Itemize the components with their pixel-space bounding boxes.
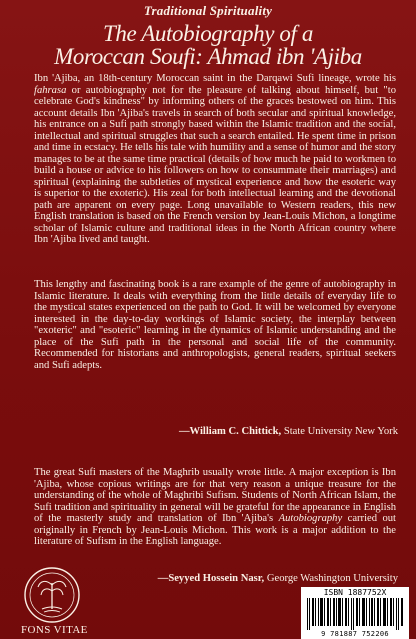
endorser-name: —William C. Chittick, bbox=[178, 426, 282, 437]
endorsement-nasr bbox=[34, 467, 396, 548]
publisher-name: FONS VITAE bbox=[21, 624, 88, 636]
endorsement-text: This lengthy and fascinating book is a rare example of the genre of autobiography in Islamic literature. It deals with everything from the little details of everyday life to the mystical states experienced on the path to God. It will be welcomed by everyone interested in the day-to-day workings of Islamic society, the interplay between "exoteric" and "esoteric" learning in the dynamics of Islamic understanding and the place of the Sufi path in the personal and social life of the community. Recommended for historians and anthropologists, general readers, spiritual seekers and Sufi adepts. bbox=[34, 279, 396, 371]
barcode-number: 9 781887 752206 bbox=[321, 630, 389, 638]
description-italic-term: fahrasa bbox=[34, 84, 67, 96]
endorser-affiliation: George Washington University bbox=[264, 573, 398, 584]
endorser-affiliation: State University New York bbox=[281, 426, 398, 437]
isbn-number: ISBN 1887752X bbox=[323, 588, 387, 597]
description-text-continued: or autobiography not for the pleasure of talking about himself, but "to celebrate God's kindness" by informing others of the graces bestowed on him. This account details Ibn 'Ajiba's travels in search of both secular and spiritual knowledge, his entrance on a Sufi path strongly based within the Islamic tradition and the social, intellectual and spiritual struggles that such a search entailed. He spent time in prison and time in ecstacy. He tells his tale with humility and a sense of humor and the story manages to be at the same time practical (details of how much he paid to workmen to build a house or advice to his followers on how to consummate their marriages) and spiritual (explaining the subtleties of mystical experience and how the esoteric way is superior to the exoteric). His zeal for both intellectual learning and the devotional path are apparent on every page. Long unavailable to Western readers, this new English translation is based on the French version by Jean-Louis Michon, a longtime scholar of Islamic culture and traditional ideas in the North African country where Ibn 'Ajiba lived and taught. bbox=[34, 84, 396, 245]
endorsement-chittick bbox=[34, 279, 396, 371]
endorser-name: —Seyyed Hossein Nasr, bbox=[157, 573, 265, 584]
endorsement-attribution bbox=[158, 573, 398, 585]
endorsement-attribution bbox=[179, 426, 398, 438]
barcode-icon bbox=[307, 598, 403, 630]
description-text: Ibn 'Ajiba, an 18th-century Moroccan saint in the Darqawi Sufi lineage, wrote his bbox=[34, 73, 396, 84]
fons-vitae-logo-icon bbox=[22, 565, 82, 625]
series-label: Traditional Spirituality bbox=[143, 3, 273, 18]
book-title-line-1: The Autobiography of a bbox=[103, 21, 313, 46]
book-title-line-2: Moroccan Soufi: Ahmad ibn 'Ajiba bbox=[54, 44, 362, 69]
barcode bbox=[301, 587, 409, 639]
endorsement-text-continued: carried out originally in French by Jean-Louis Michon. This work is a major addition to the literature of Sufism in the English language. bbox=[34, 513, 396, 547]
endorsement-italic-title: Autobiography bbox=[278, 513, 343, 524]
endorsement-text: The great Sufi masters of the Maghrib usually wrote little. A major exception is Ibn 'Ajiba, whose copious writings are for that very reason a unique treasure for the understanding of the whole of Maghribi Sufism. Students of North African Islam, the Sufi tradition and spirituality in general will be grateful for the appearance in English of the masterly study and translation of Ibn 'Ajiba's bbox=[34, 467, 396, 524]
description-paragraph bbox=[34, 73, 396, 246]
